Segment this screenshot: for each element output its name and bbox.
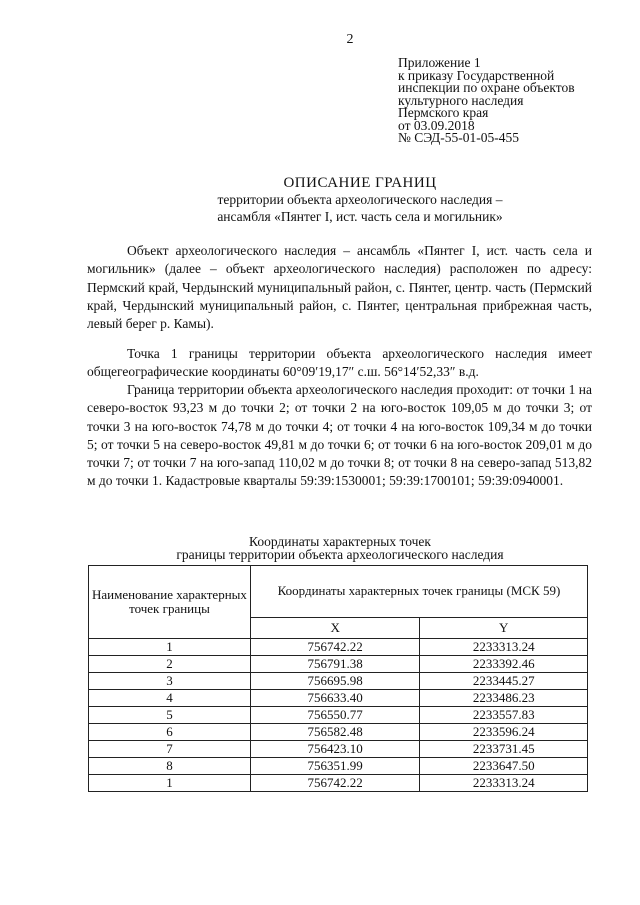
header-x: X [250,617,419,638]
cell-y: 2233557.83 [420,707,588,724]
cell-point: 8 [89,758,251,775]
paragraph-object-location [87,242,592,333]
subtitle-line-1: территории объекта археологического наследия – [217,192,503,207]
paragraph-text: Объект археологического наследия – ансамбль «Пянтег I, ист. часть села и могильник» (далее – объект археологического наследия) расположен по адресу: Пермский край, Чердынский муниципальный район, с. Пянтег, центр. часть (Пермский край, Чердынский муниципальный район, с. Пянтег, центральная прибрежная часть, левый берег р. Камы). [87,243,592,332]
appendix-line: инспекции по охране объектов [398,80,575,95]
cell-point: 3 [89,673,251,690]
cell-x: 756742.22 [250,639,419,656]
page-number: 2 [346,32,354,47]
cell-point: 6 [89,724,251,741]
appendix-line: от 03.09.2018 [398,117,475,133]
cell-y: 2233313.24 [420,775,588,792]
table-caption-line-1: Координаты характерных точек [249,534,431,549]
cell-point: 1 [89,775,251,792]
cell-x: 756423.10 [250,741,419,758]
cell-x: 756633.40 [250,690,419,707]
subtitle-line-2: ансамбля «Пянтег I, ист. часть села и могильник» [217,209,503,224]
table-row [89,758,588,775]
cell-x: 756550.77 [250,707,419,724]
cell-x: 756695.98 [250,673,419,690]
document-title: ОПИСАНИЕ ГРАНИЦ [283,175,437,191]
paragraph-text: Граница территории объекта археологического наследия проходит: от точки 1 на северо-восток 93,23 м до точки 2; от точки 2 на юго-восток 109,05 м до точки 3; от точки 3 на юго-восток 74,78 м до точки 4; от точки 4 на юго-восток 109,34 м до точки 5; от точки 5 на северо-восток 49,81 м до точки 6; от точки 6 на юго-восток 209,01 м до точки 7; от точки 7 на юго-запад 110,02 м до точки 8; от точки 8 на северо-запад 513,82 м до точки 1. Кадастровые кварталы 59:39:1530001; 59:39:1700101; 59:39:0940001. [87,382,592,489]
header-y: Y [420,617,588,638]
appendix-line: Пермского края [398,105,489,120]
paragraph-text: Точка 1 границы территории объекта археологического наследия имеет общегеографические координаты 60°09′19,17″ с.ш. 56°14′52,33″ в.д. [87,346,592,380]
table-caption-line-2: границы территории объекта археологического наследия [176,547,504,562]
cell-point: 1 [89,639,251,656]
cell-point: 5 [89,707,251,724]
appendix-block [398,57,575,145]
table-row [89,690,588,707]
cell-y: 2233731.45 [420,741,588,758]
cell-x: 756582.48 [250,724,419,741]
cell-point: 7 [89,741,251,758]
cell-y: 2233647.50 [420,758,588,775]
cell-point: 2 [89,656,251,673]
cell-x: 756791.38 [250,656,419,673]
table-row [89,639,588,656]
appendix-line: культурного наследия [398,92,524,108]
cell-x: 756351.99 [250,758,419,775]
header-coordinates: Координаты характерных точек границы (МСК 59) [250,566,587,618]
table-row [89,673,588,690]
cell-y: 2233596.24 [420,724,588,741]
table-header-row [89,566,588,618]
cell-x: 756742.22 [250,775,419,792]
cell-y: 2233486.23 [420,690,588,707]
cell-point: 4 [89,690,251,707]
appendix-line: к приказу Государственной [398,67,555,83]
paragraph-point-coordinates [87,345,592,382]
cell-y: 2233392.46 [420,656,588,673]
table-row [89,724,588,741]
table-row [89,775,588,792]
header-point-name: Наименование характерных точек границы [89,566,251,639]
appendix-line: Приложение 1 [398,55,481,70]
paragraph-boundary-description [87,381,592,491]
table-row [89,707,588,724]
appendix-line: № СЭД-55-01-05-455 [398,130,519,145]
document-subtitle [0,191,640,225]
cell-y: 2233313.24 [420,639,588,656]
table-row [89,741,588,758]
cell-y: 2233445.27 [420,673,588,690]
coordinates-table [88,565,588,792]
table-row [89,656,588,673]
